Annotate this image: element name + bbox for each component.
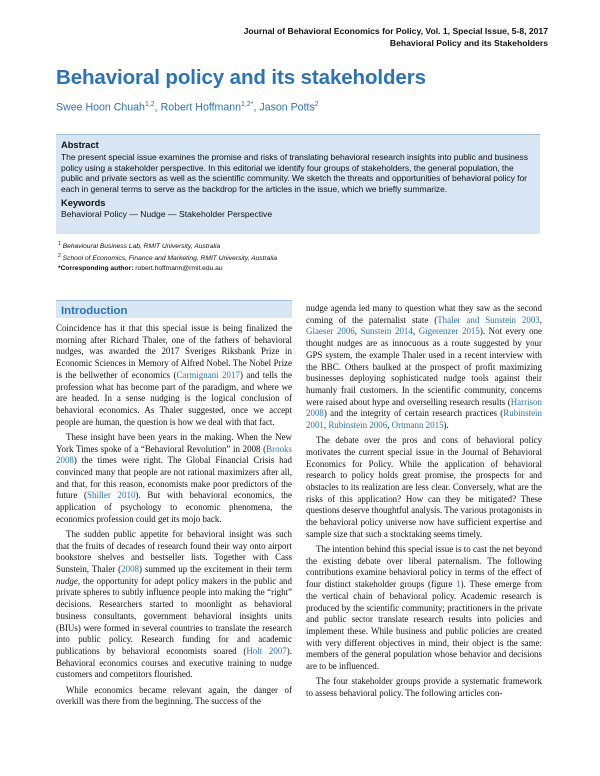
citation-link[interactable]: Glaeser 2006	[306, 326, 355, 337]
right-column	[306, 303, 542, 700]
body-text: ). Behavioral economics courses and executive training to nudge customers and competitors flourished.	[56, 645, 292, 680]
affiliation: $^1$ Behavioural Business Lab, RMIT University, Australia	[58, 241, 221, 251]
emphasis-text: nudge	[56, 575, 78, 586]
author-affiliation-mark: 1,2*	[241, 101, 254, 108]
body-text: ) and the integrity of certain research practices (	[323, 408, 504, 419]
body-text: ). Not every one thought nudges are as innocuous as a route suggested by your GPS system, the example Thaler used in a recent interview with the BBC. Others baulked at the prospect of profit maximizing businesses deploying sophisticated nudge tools against their humanly frail customers. In the scientific community, concerns were raised about hype and overselling research results (	[306, 326, 543, 407]
paragraph	[306, 303, 542, 432]
citation-link[interactable]: Thaler and Sunstein 2003	[437, 314, 540, 325]
body-text: The four stakeholder groups provide a systematic framework to assess behavioral policy. The following articles con-	[306, 676, 542, 698]
citation-link[interactable]: Rubinstein 2001	[306, 408, 542, 431]
issue-title: Behavioral Policy and its Stakeholders	[389, 38, 548, 48]
journal-header	[244, 25, 548, 49]
citation-link[interactable]: Ortmann 2015	[391, 420, 444, 431]
author-email[interactable]: robert.hoffmann@rmit.edu.au	[135, 264, 223, 272]
citation-link[interactable]: Sunstein 2014	[360, 326, 413, 337]
body-text: The intention behind this special issue is to cast the net beyond the existing debate over liberal paternalism. The following contributions examine behavioral policy in terms of the effect of four distinct stakeholder groups (figure	[306, 544, 542, 590]
body-text: , the opportunity for adept policy makers in the public and private spheres to subtly influence people into making the “right” decisions. Researchers started to moonlight as behavioral business consultants, government behavioral insights units (BIUs) were formed in several countries to translate the research into public policy. Research funding for and academic publications by behavioral economists soared (	[56, 575, 292, 656]
left-column	[56, 323, 292, 708]
body-text: These insight have been years in the making. When the New York Times spoke of a “Behavioral Revolution” in 2008 (	[56, 431, 292, 454]
body-text: Coincidence has it that this special issue is being finalized the morning after Richard Thaler, one of the fathers of behavioral nudges, was awarded the 2017 Sveriges Riksbank Prize in Economic Sciences in Memory of Alfred Nobel. The Nobel Prize is the bellwether of economics (	[56, 323, 292, 380]
paragraph	[56, 432, 292, 526]
author-name: Jason Potts	[259, 101, 315, 114]
body-text: nudge agenda led many to question what they saw as the second coming of the paternalist state (	[306, 303, 542, 325]
author-affiliation-mark: 2	[314, 101, 319, 108]
keywords-heading: Keywords	[61, 198, 106, 209]
citation-link[interactable]: Holt 2007	[246, 645, 287, 656]
body-text: ) the times were right. The Global Financial Crisis had convinced many that people are not rational maximizers after all, and that, for this reason, economists make poor predictors of the future (	[56, 455, 292, 501]
section-heading-box	[56, 300, 292, 318]
citation-link[interactable]: Gigerenzer 2015	[418, 326, 480, 337]
body-text: ) summed up the excitement in their term	[139, 564, 292, 575]
paragraph	[56, 685, 292, 708]
abstract-box	[56, 134, 540, 234]
paragraph	[306, 676, 542, 699]
citation-link[interactable]: Brooks 2008	[56, 443, 292, 466]
author-affiliation-mark: 1,2	[144, 101, 155, 108]
body-text: ,	[539, 314, 542, 325]
body-text: ) and tells the profession what has become part of the paradigm, and where we are headed. In a sense nudging is the logical conclusion of behavioral economics. As Thaler suggested, once we accept people are human, the question is how we deal with that fact.	[56, 369, 292, 427]
affiliations	[58, 240, 277, 273]
citation-link[interactable]: 1	[456, 579, 461, 590]
corresponding-author: *Corresponding author: robert.hoffmann@rmit.edu.au	[58, 264, 223, 272]
body-text: While economics became relevant again, the danger of overkill was there from the beginning. The success of the	[56, 684, 292, 707]
body-text: ,	[354, 326, 361, 337]
body-text: ,	[412, 326, 419, 337]
paragraph	[56, 529, 292, 681]
citation-link[interactable]: 2008	[121, 564, 140, 575]
body-text: The debate over the pros and cons of behavioral policy motivates the current special issue in the Journal of Behavioral Economics for Policy. While the application of behavioral research to policy holds great promise, the prospects for and obstacles to its realization are less clear. Conversely, what are the risks of this application? How can they be mitigated? These questions deserve thoughtful analysis. The various protagonists in the behavioral policy universe now have sufficient expertise and sample size that such a stocktaking seems timely.	[306, 435, 542, 539]
citation-link[interactable]: Shiller 2010	[87, 490, 136, 501]
body-text: The sudden public appetite for behavioral insight was such that the fruits of decades of research found their way onto airport bookstore shelves and bestseller lists. Together with Cass Sunstein, Thaler (	[56, 528, 292, 575]
abstract-text: The present special issue examines the promise and risks of translating behavioral research insights into public and business policy using a stakeholder perspective. In this editorial we identify four groups of stakeholders, the general population, the public and private sectors as well as the scientific community. We sketch the threats and opportunities of behavioral policy for each in general terms to serve as the backdrop for the articles in the issue, which we briefly summarize.	[61, 152, 528, 194]
body-text: ). But with behavioral economics, the application of psychology to economic phenomena, the economics profession could get its mojo back.	[56, 490, 292, 524]
author-name: Swee Hoon Chuah	[56, 101, 145, 114]
body-text: ,	[323, 420, 329, 431]
paper-title: Behavioral policy and its stakeholders	[56, 66, 426, 89]
journal-citation: Journal of Behavioral Economics for Policy, Vol. 1, Special Issue, 5-8, 2017	[243, 26, 548, 36]
keywords-text: Behavioral Policy — Nudge — Stakeholder Perspective	[61, 209, 273, 220]
citation-link[interactable]: Rubinstein 2006	[328, 420, 388, 431]
body-text: ).	[443, 420, 449, 431]
author-name: Robert Hoffmann	[160, 101, 242, 114]
paragraph	[56, 323, 292, 428]
author-list: Swee Hoon Chuah$^{1,2}$, Robert Hoffmann$^{1,2*}$, Jason Potts$^2$	[56, 101, 319, 114]
abstract-heading: Abstract	[61, 140, 99, 150]
section-title: Introduction	[61, 305, 128, 317]
affiliation: $^2$ School of Economics, Finance and Marketing, RMIT University, Australia	[58, 252, 278, 263]
body-text: ). These emerge from the vertical chain of behavioral policy. Academic research is produced by the scientific community; practitioners in the private and public sector translate research results into policies and implement these. While business and public policies are created with very different objectives in mind, their object is the same: members of the general population whose behavior and decisions are to be influenced.	[306, 579, 542, 672]
citation-link[interactable]: Harrison 2008	[306, 396, 542, 419]
body-text: ,	[387, 420, 392, 431]
paragraph	[306, 544, 542, 673]
paragraph	[306, 435, 542, 540]
citation-link[interactable]: Carmignani 2017	[176, 369, 240, 380]
